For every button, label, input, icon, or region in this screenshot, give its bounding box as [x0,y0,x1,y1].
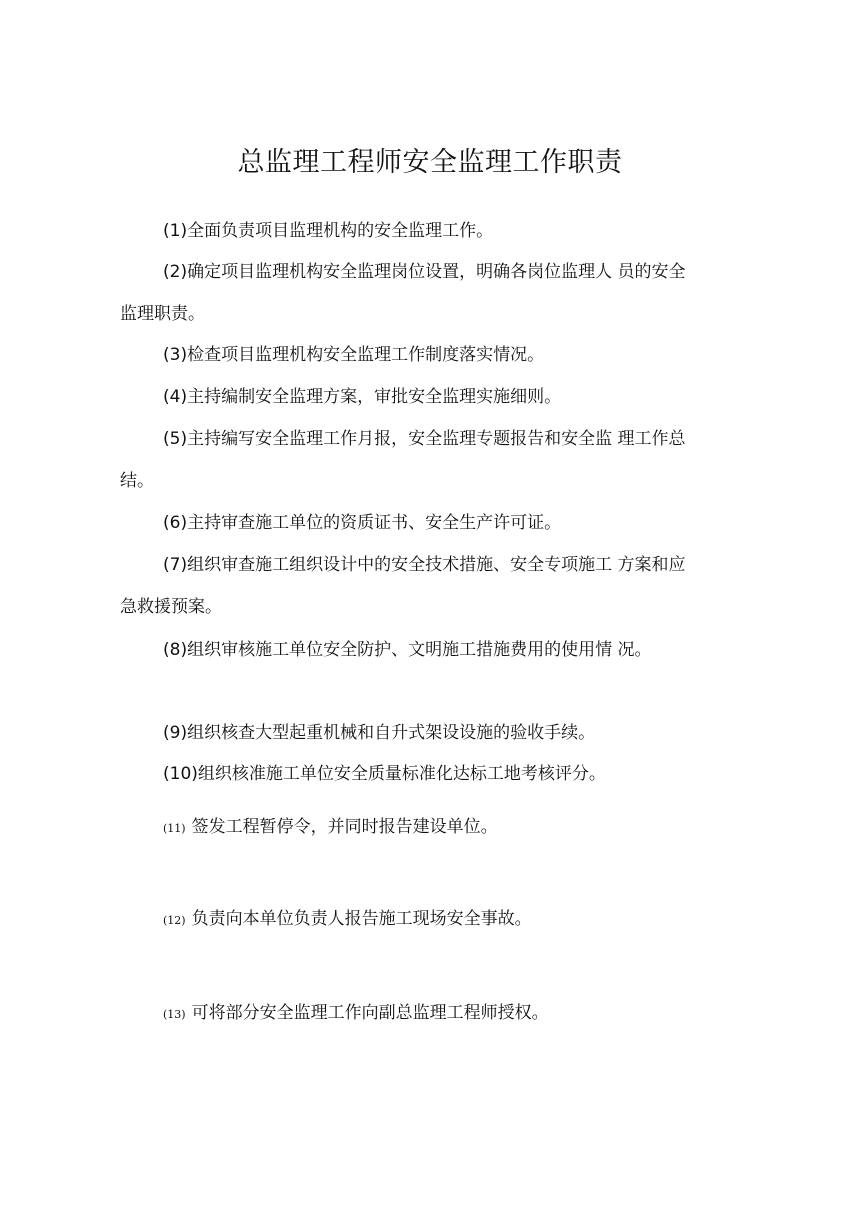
item-number: (3) [163,345,188,365]
item-number: (2) [163,262,188,282]
item-number: (7) [163,555,188,575]
list-item [120,629,700,671]
list-item [120,753,700,795]
list-item [120,334,700,376]
item-text: 主持编写安全监理工作月报，安全监理专题报告和安全监 理工作总结。 [120,429,686,491]
item-number: (11) [163,822,186,835]
item-text: 可将部分安全监理工作向副总监理工程师授权。 [191,1003,549,1023]
list-item [120,898,700,942]
item-text: 组织审查施工组织设计中的安全技术措施、安全专项施工 方案和应急救援预案。 [120,555,686,617]
item-text: 检查项目监理机构安全监理工作制度落实情况。 [187,345,545,365]
item-text: 主持审查施工单位的资质证书、安全生产许可证。 [187,513,562,533]
list-item [120,502,700,544]
item-number: (5) [163,429,188,449]
list-item [120,806,700,850]
item-text: 组织审核施工单位安全防护、文明施工措施费用的使用情 况。 [187,640,652,660]
list-item [120,544,700,628]
list-item [120,712,700,754]
item-text: 确定项目监理机构安全监理岗位设置，明确各岗位监理人 员的安全监理职责。 [120,262,686,324]
item-text: 主持编制安全监理方案，审批安全监理实施细则。 [187,387,562,407]
item-number: (13) [163,1008,186,1021]
item-number: (12) [163,914,186,927]
list-item [120,992,700,1036]
item-number: (10) [163,764,198,784]
item-number: (6) [163,513,188,533]
item-number: (9) [163,723,188,743]
list-item [120,210,700,252]
item-number: (8) [163,640,188,660]
item-text: 签发工程暂停令，并同时报告建设单位。 [191,817,498,837]
list-item [120,251,700,335]
page-title: 总监理工程师安全监理工作职责 [237,147,623,178]
item-text: 组织核准施工单位安全质量标准化达标工地考核评分。 [197,764,606,784]
item-number: (1) [163,221,188,241]
item-number: (4) [163,387,188,407]
list-item [120,376,700,418]
list-item [120,418,700,502]
item-text: 全面负责项目监理机构的安全监理工作。 [187,221,494,241]
item-text: 组织核查大型起重机械和自升式架设设施的验收手续。 [187,723,596,743]
item-text: 负责向本单位负责人报告施工现场安全事故。 [191,909,532,929]
